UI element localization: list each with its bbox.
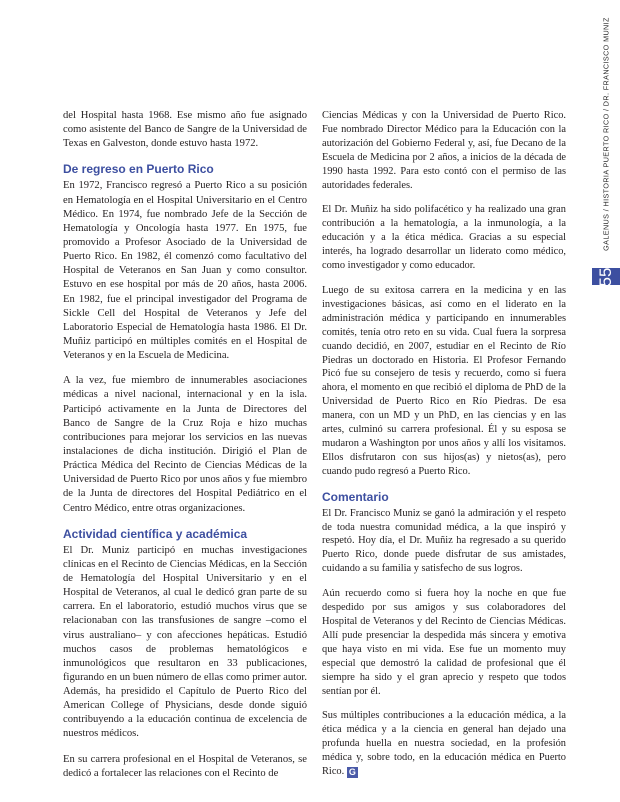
paragraph: Aún recuerdo como si fuera hoy la noche en que fue despedido por sus amigos y sus colaboradores del Hospital de Veteranos y del Recinto de Ciencias Médicas. Allí pude presenciar la despedida más sincera y emotiva que haya visto en mi vida. Ese fue un momento muy especial que demostró la calidad de profesional que él siempre ha sido y el gran aprecio y respeto que todos sentían por él. (322, 588, 566, 697)
right-column (322, 109, 566, 790)
paragraph: En 1972, Francisco regresó a Puerto Rico a su posición en Hematología en el Hospital Universitario en el Centro Médico. En 1974, fue nombrado Jefe de la Sección de Hematología y Oncología hasta 1977. En 1975, fue promovido a Profesor Asociado de la Universidad de Puerto Rico. En 1982, él comenzó como facultativo del Hospital de Veteranos en San Juan y como consultor. Estuvo en ese hospital por más de 20 años, hasta 2006. En 1982, fue el principal investigador del Programa de Sickle Cell del Hospital de Veteranos y Jefe del Laboratorio Especial de Hematología hasta 1986. El Dr. Muñiz participó en múltiples comités en el Hospital de Veteranos y en la Escuela de Medicina. (63, 180, 307, 362)
paragraph: El Dr. Muniz participó en muchas investigaciones clínicas en el Recinto de Ciencias Médicas, en la Sección de Hematología del Hospital Universitario y en el Hospital de Veteranos, al cual le dedicó gran parte de su carrera. En el laboratorio, estudió muchos virus que se relacionaban con las transfusiones de sangre –como el virus australiano– y con afecciones hepáticas. Estudió muchos casos de problemas hematológicos e inmunológicos que resultaron en 33 publicaciones, figurando en un buen número de ellas como primer autor. Además, ha presidido el Capítulo de Puerto Rico del American College of Physicians, desde donde siguió contribuyendo a la educación continua de excelencia de nuestros médicos. (63, 544, 307, 740)
page-number-tab (592, 268, 620, 285)
section-heading: De regreso en Puerto Rico (63, 162, 214, 177)
paragraph: En su carrera profesional en el Hospital de Veteranos, se dedicó a fortalecer las relaciones con el Recinto de (63, 753, 307, 779)
paragraph: Ciencias Médicas y con la Universidad de Puerto Rico. Fue nombrado Director Médico para la Educación con la autorización del Gobierno Federal y, así, fue Decano de la Escuela de Medicina por 2 años, a inicios de la década de 1990 hasta 1992. Para esto contó con el permiso de las autoridades federales. (322, 110, 566, 191)
paragraph (322, 709, 566, 779)
end-mark-icon: G (348, 767, 356, 778)
paragraph: del Hospital hasta 1968. Ese mismo año fue asignado como asistente del Banco de Sangre de la Universidad de Texas en Galveston, donde estuvo hasta 1972. (63, 110, 307, 150)
page-number: 55 (596, 267, 615, 286)
paragraph: Luego de su exitosa carrera en la medicina y en las investigaciones básicas, así como en el liderato en la administración médica y participando en innumerables comités, tenía otro reto en su vida. Cual fuera la sorpresa cuando decidió, en 2007, estudiar en el Recinto de Río Piedras un doctorado en Historia. El Profesor Fernando Picó fue su consejero de tesis y recuerdo, como si fuera ahora, el momento en que recibió el diploma de PhD de la Universidad de Puerto Rico en Río Piedras. De esa manera, con un MD y un PhD, en las ciencias y en las artes, culminó su carrera profesional. Él y su esposa se mudaron a Washington por unos años y allí los visitamos. Ellos disfrutaron con sus hijos(as) y nietos(as), pero cuando pudo regresó a Puerto Rico. (322, 284, 566, 477)
section-heading: Actividad científica y académica (63, 526, 248, 541)
left-column (63, 109, 307, 792)
running-title: GALENUS / HISTORIA PUERTO RICO / DR. FRANCISCO MUNIZ (601, 17, 611, 251)
paragraph: A la vez, fue miembro de innumerables asociaciones médicas a nivel nacional, internacional y en la isla. Participó activamente en la Junta de Directores del Banco de Sangre de la Cruz Roja e hizo muchas contribuciones para mejorar los servicios en las nuevas instalaciones de dicha institución. Dirigió el Plan de Práctica Médica del Recinto de Ciencias Médicas de la Universidad de Puerto Rico por unos años y fue miembro de la Junta de directores del Hospital Pediátrico en el Centro Médico, entre otras organizaciones. (63, 375, 307, 514)
paragraph-text: Sus múltiples contribuciones a la educación médica, a la ética médica y a la ciencia en general han dejado una profunda huella en nuestra sociedad, en la profesión médica y, sobre todo, en la educación médica en Puerto Rico. (322, 710, 566, 778)
paragraph: El Dr. Muñiz ha sido polifacético y ha realizado una gran contribución a la hematología, a la inmunología, a la educación y a la ética médica. Gracias a su especial interés, ha logrado desarrollar un liderato como médico, como investigador y como educador. (322, 204, 566, 272)
section-heading: Comentario (322, 489, 389, 504)
paragraph: El Dr. Francisco Muniz se ganó la admiración y el respeto de toda nuestra comunidad médica, a la que inspiró y respetó. Hoy día, el Dr. Muñiz ha regresado a su querido Puerto Rico, donde puede disfrutar de sus amistades, cuidando a su familia y satisfecho de sus logros. (322, 507, 566, 575)
